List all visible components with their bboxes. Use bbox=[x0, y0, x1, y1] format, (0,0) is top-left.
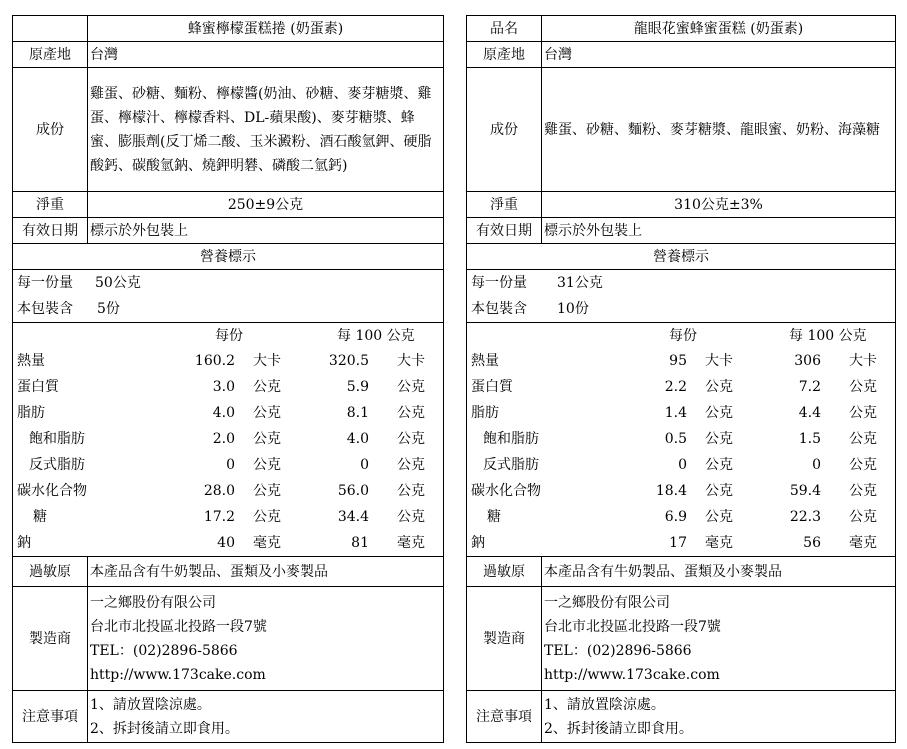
notes-label: 注意事項 bbox=[467, 691, 542, 743]
nutrient-per-100g: 1.5 bbox=[798, 431, 821, 447]
nutrient-per-serving: 40 bbox=[217, 535, 235, 551]
serving-size-row bbox=[15, 270, 441, 296]
net-weight-label: 淨重 bbox=[467, 192, 542, 218]
notes-value bbox=[88, 691, 444, 743]
nutrient-per-serving: 2.0 bbox=[212, 431, 235, 447]
nutrient-per-serving: 1.4 bbox=[664, 405, 687, 421]
nutrient-row bbox=[469, 478, 893, 504]
nutrient-per-100g: 7.2 bbox=[798, 379, 821, 395]
product-name-label: 品名 bbox=[467, 16, 542, 42]
allergen-value: 本產品含有牛奶製品、蛋類及小麥製品 bbox=[88, 557, 444, 587]
nutrient-per-100g: 81 bbox=[351, 535, 369, 551]
nutrient-per-serving: 3.0 bbox=[212, 379, 235, 395]
servings-value: 5份 bbox=[97, 301, 120, 317]
manufacturer-info bbox=[542, 587, 896, 691]
nutrient-unit: 毫克 bbox=[397, 535, 425, 551]
nutrient-unit: 公克 bbox=[253, 457, 281, 473]
nutrient-unit: 公克 bbox=[397, 457, 425, 473]
allergen-value: 本產品含有牛奶製品、蛋類及小麥製品 bbox=[542, 557, 896, 587]
net-weight-value: 310公克±3% bbox=[542, 192, 896, 218]
nutrient-name: 鈉 bbox=[471, 535, 485, 551]
nutrient-unit: 公克 bbox=[253, 431, 281, 447]
nutrient-row bbox=[469, 452, 893, 478]
nutrient-per-serving: 28.0 bbox=[203, 483, 235, 499]
per-100g-header: 每 100 公克 bbox=[337, 328, 415, 344]
nutrient-per-serving: 160.2 bbox=[194, 353, 235, 369]
nutrient-row bbox=[469, 504, 893, 530]
nutrient-per-100g: 4.4 bbox=[798, 405, 821, 421]
serving-size-value: 31公克 bbox=[557, 275, 603, 291]
nutrient-unit: 公克 bbox=[705, 509, 733, 525]
notes-label: 注意事項 bbox=[13, 691, 88, 743]
servings-row bbox=[469, 296, 893, 322]
net-weight-label: 淨重 bbox=[13, 192, 88, 218]
nutrient-unit: 公克 bbox=[849, 431, 877, 447]
nutrient-per-serving: 95 bbox=[669, 353, 687, 369]
per-100g-header: 每 100 公克 bbox=[789, 328, 867, 344]
nutrient-per-serving: 17 bbox=[669, 535, 687, 551]
serving-size-label: 每一份量 bbox=[471, 275, 527, 291]
nutrient-per-100g: 5.9 bbox=[346, 379, 369, 395]
nutrient-row bbox=[469, 348, 893, 374]
product-name-label bbox=[13, 16, 88, 42]
nutrient-unit: 公克 bbox=[705, 457, 733, 473]
nutrient-unit: 公克 bbox=[705, 405, 733, 421]
serving-info bbox=[13, 270, 444, 323]
nutrient-name: 熱量 bbox=[471, 353, 499, 369]
manufacturer-label: 製造商 bbox=[467, 587, 542, 691]
nutrient-per-serving: 17.2 bbox=[203, 509, 235, 525]
nutrient-row bbox=[15, 426, 441, 452]
nutrient-unit: 毫克 bbox=[705, 535, 733, 551]
nutrient-unit: 大卡 bbox=[849, 353, 877, 369]
nutrient-per-100g: 34.4 bbox=[337, 509, 369, 525]
nutrient-unit: 公克 bbox=[253, 379, 281, 395]
nutrient-row bbox=[469, 530, 893, 556]
nutrient-unit: 公克 bbox=[849, 457, 877, 473]
serving-size-row bbox=[469, 270, 893, 296]
nutrient-row bbox=[15, 374, 441, 400]
nutrient-unit: 大卡 bbox=[253, 353, 281, 369]
manufacturer-address: 台北市北投區北投路一段7號 bbox=[90, 618, 267, 635]
nutrient-row bbox=[15, 400, 441, 426]
servings-row bbox=[15, 296, 441, 322]
label-table bbox=[12, 15, 444, 743]
nutrient-unit: 毫克 bbox=[849, 535, 877, 551]
allergen-label: 過敏原 bbox=[13, 557, 88, 587]
servings-value: 10份 bbox=[557, 301, 589, 317]
manufacturer-label: 製造商 bbox=[13, 587, 88, 691]
nutrient-row bbox=[469, 426, 893, 452]
manufacturer-website: http://www.173cake.com bbox=[90, 666, 266, 683]
nutrient-name: 熱量 bbox=[17, 353, 45, 369]
nutrition-header-row bbox=[469, 323, 893, 348]
nutrient-unit: 公克 bbox=[849, 379, 877, 395]
product-name: 龍眼花蜜蜂蜜蛋糕 (奶蛋素) bbox=[542, 16, 896, 42]
nutrient-unit: 公克 bbox=[849, 509, 877, 525]
nutrient-name: 蛋白質 bbox=[17, 379, 59, 395]
nutrition-header-row bbox=[15, 323, 441, 348]
nutrient-unit: 公克 bbox=[705, 431, 733, 447]
nutrient-per-100g: 306 bbox=[794, 353, 821, 369]
nutrient-per-serving: 2.2 bbox=[664, 379, 687, 395]
nutrient-per-serving: 0.5 bbox=[664, 431, 687, 447]
nutrient-name: 蛋白質 bbox=[471, 379, 513, 395]
ingredients-value: 雞蛋、砂糖、麵粉、檸檬醬(奶油、砂糖、麥芽糖漿、雞蛋、檸檬汁、檸檬香料、DL-蘋果酸)、麥芽糖漿、蜂蜜、膨脹劑(反丁烯二酸、玉米澱粉、酒石酸氫鉀、硬脂酸鈣、碳酸氫鈉、燒鉀明礬、磷酸二氫鈣) bbox=[88, 68, 444, 192]
per-serving-header: 每份 bbox=[669, 328, 697, 344]
nutrient-per-100g: 320.5 bbox=[328, 353, 369, 369]
per-serving-header: 每份 bbox=[215, 328, 243, 344]
nutrient-name: 飽和脂肪 bbox=[483, 431, 539, 447]
servings-label: 本包裝含 bbox=[17, 301, 73, 317]
manufacturer-info bbox=[88, 587, 444, 691]
nutrient-per-serving: 6.9 bbox=[664, 509, 687, 525]
notes-value bbox=[542, 691, 896, 743]
nutrient-row bbox=[469, 400, 893, 426]
nutrient-unit: 公克 bbox=[705, 379, 733, 395]
expiry-value: 標示於外包裝上 bbox=[542, 218, 896, 244]
ingredients-label: 成份 bbox=[467, 68, 542, 192]
nutrient-per-100g: 0 bbox=[360, 457, 369, 473]
nutrient-unit: 大卡 bbox=[397, 353, 425, 369]
nutrient-name: 反式脂肪 bbox=[29, 457, 85, 473]
nutrient-per-serving: 18.4 bbox=[655, 483, 687, 499]
nutrient-per-100g: 8.1 bbox=[346, 405, 369, 421]
origin-value: 台灣 bbox=[542, 42, 896, 68]
nutrient-unit: 公克 bbox=[253, 405, 281, 421]
manufacturer-name: 一之鄉股份有限公司 bbox=[544, 594, 670, 611]
nutrient-unit: 公克 bbox=[849, 483, 877, 499]
serving-size-value: 50公克 bbox=[95, 275, 141, 291]
nutrient-unit: 公克 bbox=[253, 509, 281, 525]
nutrient-unit: 公克 bbox=[397, 483, 425, 499]
label-panel-right bbox=[466, 15, 896, 743]
nutrient-per-serving: 0 bbox=[678, 457, 687, 473]
nutrient-name: 脂肪 bbox=[471, 405, 499, 421]
note-item: 2、拆封後請立即食用。 bbox=[90, 720, 239, 737]
nutrient-per-100g: 22.3 bbox=[789, 509, 821, 525]
nutrient-unit: 公克 bbox=[253, 483, 281, 499]
net-weight-value: 250±9公克 bbox=[88, 192, 444, 218]
allergen-label: 過敏原 bbox=[467, 557, 542, 587]
manufacturer-name: 一之鄉股份有限公司 bbox=[90, 594, 216, 611]
manufacturer-tel: TEL：(02)2896-5866 bbox=[544, 642, 692, 659]
nutrient-per-serving: 0 bbox=[226, 457, 235, 473]
nutrient-per-100g: 59.4 bbox=[789, 483, 821, 499]
nutrient-unit: 毫克 bbox=[253, 535, 281, 551]
nutrient-per-100g: 4.0 bbox=[346, 431, 369, 447]
nutrient-name: 脂肪 bbox=[17, 405, 45, 421]
nutrient-unit: 公克 bbox=[397, 405, 425, 421]
product-name: 蜂蜜檸檬蛋糕捲 (奶蛋素) bbox=[88, 16, 444, 42]
label-panel-left bbox=[12, 15, 444, 743]
nutrient-row bbox=[15, 530, 441, 556]
nutrient-row bbox=[15, 478, 441, 504]
nutrition-title: 營養標示 bbox=[13, 244, 444, 270]
note-item: 1、請放置陰涼處。 bbox=[90, 696, 211, 713]
label-table bbox=[466, 15, 896, 743]
nutrient-per-100g: 56 bbox=[803, 535, 821, 551]
nutrient-unit: 公克 bbox=[397, 509, 425, 525]
ingredients-value: 雞蛋、砂糖、麵粉、麥芽糖漿、龍眼蜜、奶粉、海藻糖 bbox=[542, 68, 896, 192]
manufacturer-address: 台北市北投區北投路一段7號 bbox=[544, 618, 721, 635]
note-item: 2、拆封後請立即食用。 bbox=[544, 720, 693, 737]
ingredients-label: 成份 bbox=[13, 68, 88, 192]
origin-label: 原產地 bbox=[467, 42, 542, 68]
nutrient-name: 飽和脂肪 bbox=[29, 431, 85, 447]
expiry-label: 有效日期 bbox=[467, 218, 542, 244]
nutrient-unit: 公克 bbox=[705, 483, 733, 499]
nutrition-title: 營養標示 bbox=[467, 244, 896, 270]
nutrient-row bbox=[469, 374, 893, 400]
nutrient-row bbox=[15, 348, 441, 374]
serving-size-label: 每一份量 bbox=[17, 275, 73, 291]
expiry-label: 有效日期 bbox=[13, 218, 88, 244]
origin-label: 原產地 bbox=[13, 42, 88, 68]
note-item: 1、請放置陰涼處。 bbox=[544, 696, 665, 713]
nutrient-unit: 公克 bbox=[397, 379, 425, 395]
nutrient-unit: 公克 bbox=[849, 405, 877, 421]
nutrient-rows bbox=[15, 348, 441, 556]
manufacturer-tel: TEL：(02)2896-5866 bbox=[90, 642, 238, 659]
nutrition-table bbox=[467, 323, 896, 557]
nutrient-name: 碳水化合物 bbox=[17, 483, 87, 499]
servings-label: 本包裝含 bbox=[471, 301, 527, 317]
nutrient-name: 碳水化合物 bbox=[471, 483, 541, 499]
nutrient-unit: 大卡 bbox=[705, 353, 733, 369]
nutrient-per-100g: 0 bbox=[812, 457, 821, 473]
nutrient-rows bbox=[469, 348, 893, 556]
nutrient-name: 糖 bbox=[33, 509, 47, 525]
origin-value: 台灣 bbox=[88, 42, 444, 68]
expiry-value: 標示於外包裝上 bbox=[88, 218, 444, 244]
nutrient-per-100g: 56.0 bbox=[337, 483, 369, 499]
nutrient-row bbox=[15, 504, 441, 530]
nutrient-per-serving: 4.0 bbox=[212, 405, 235, 421]
nutrient-name: 糖 bbox=[487, 509, 501, 525]
nutrient-name: 鈉 bbox=[17, 535, 31, 551]
nutrient-row bbox=[15, 452, 441, 478]
nutrition-table bbox=[13, 323, 444, 557]
nutrient-unit: 公克 bbox=[397, 431, 425, 447]
nutrient-name: 反式脂肪 bbox=[483, 457, 539, 473]
serving-info bbox=[467, 270, 896, 323]
manufacturer-website: http://www.173cake.com bbox=[544, 666, 720, 683]
